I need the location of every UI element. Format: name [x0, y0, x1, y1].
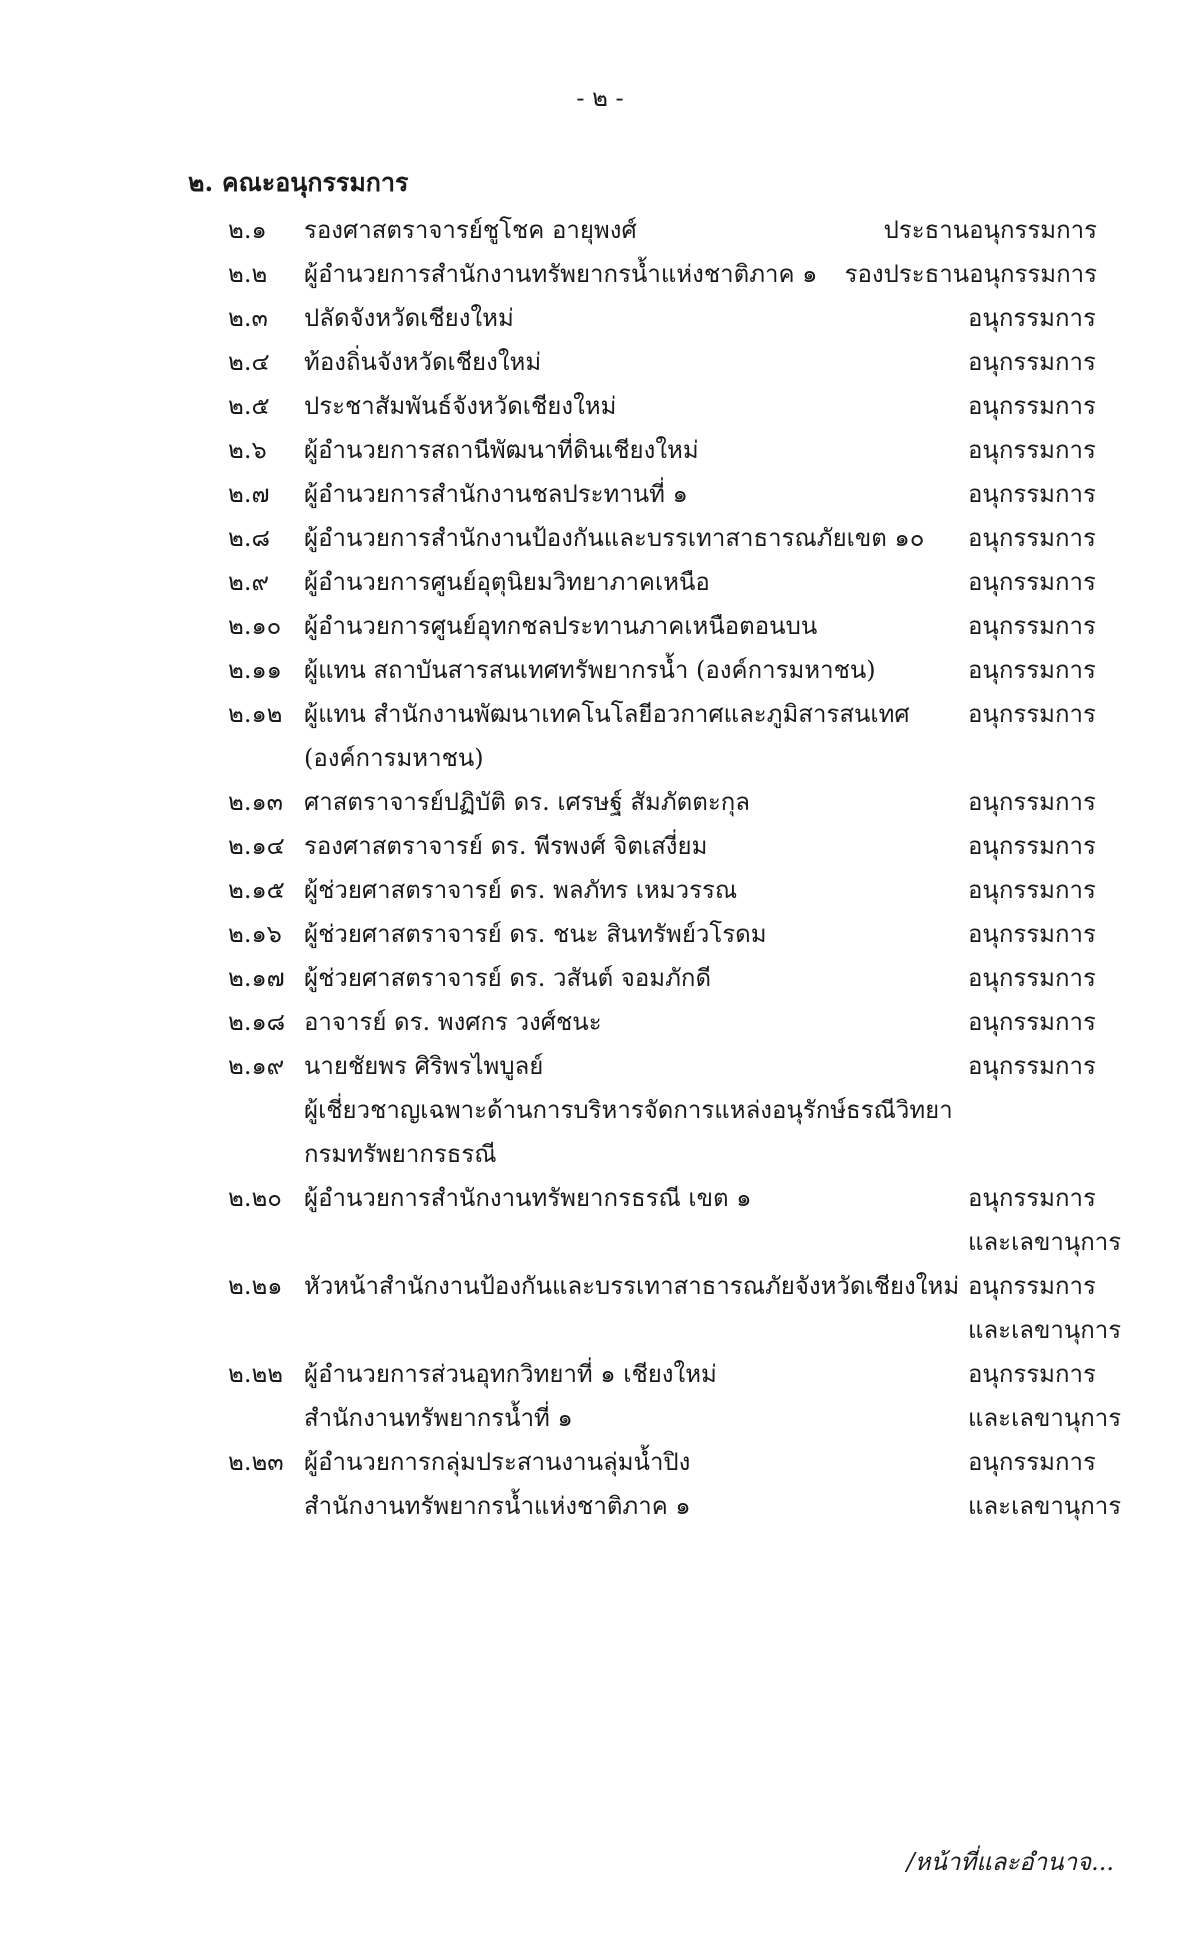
member-role: ประธานอนุกรรมการ [883, 216, 1097, 244]
member-role: อนุกรรมการ [968, 656, 1096, 684]
member-role: อนุกรรมการ [968, 788, 1096, 816]
member-row [0, 208, 1200, 252]
member-role: อนุกรรมการ [968, 524, 1096, 552]
member-name: ผู้แทน สถาบันสารสนเทศทรัพยากรน้ำ (องค์การมหาชน) [304, 656, 876, 684]
member-name: สำนักงานทรัพยากรน้ำแห่งชาติภาค ๑ [304, 1492, 691, 1520]
member-role-secondary: และเลขานุการ [968, 1492, 1122, 1520]
member-row [0, 1044, 1200, 1088]
member-row [0, 1000, 1200, 1044]
member-role: อนุกรรมการ [968, 1008, 1096, 1036]
member-number: ๒.๑๘ [228, 1008, 286, 1036]
member-name: ผู้อำนวยการส่วนอุทกวิทยาที่ ๑ เชียงใหม่ [304, 1360, 717, 1388]
member-role-secondary: และเลขานุการ [968, 1316, 1122, 1344]
member-name: รองศาสตราจารย์ ดร. พีรพงศ์ จิตเสงี่ยม [304, 832, 708, 860]
member-name: ผู้แทน สำนักงานพัฒนาเทคโนโลยีอวกาศและภูมิสารสนเทศ [304, 700, 910, 728]
member-role: อนุกรรมการ [968, 920, 1096, 948]
member-name: อาจารย์ ดร. พงศกร วงศ์ชนะ [304, 1008, 602, 1036]
member-number: ๒.๑๖ [228, 920, 282, 948]
member-name: (องค์การมหาชน) [304, 744, 484, 772]
member-role: รองประธานอนุกรรมการ [844, 260, 1097, 288]
member-role: อนุกรรมการ [968, 1052, 1096, 1080]
member-number: ๒.๓ [228, 304, 268, 332]
member-row-continuation [0, 1308, 1200, 1352]
member-role: อนุกรรมการ [968, 832, 1096, 860]
member-role: อนุกรรมการ [968, 304, 1096, 332]
member-role: อนุกรรมการ [968, 1272, 1096, 1300]
member-row [0, 472, 1200, 516]
member-number: ๒.๙ [228, 568, 270, 596]
member-number: ๒.๔ [228, 348, 270, 376]
member-role: อนุกรรมการ [968, 1448, 1096, 1476]
member-role: อนุกรรมการ [968, 436, 1096, 464]
member-row [0, 648, 1200, 692]
member-row [0, 384, 1200, 428]
member-number: ๒.๖ [228, 436, 267, 464]
page-number: - ๒ - [576, 84, 624, 112]
member-row-continuation [0, 1396, 1200, 1440]
member-name: ผู้อำนวยการสำนักงานทรัพยากรน้ำแห่งชาติภาค ๑ [304, 260, 818, 288]
member-role: อนุกรรมการ [968, 964, 1096, 992]
member-role: อนุกรรมการ [968, 700, 1096, 728]
member-number: ๒.๑๒ [228, 700, 283, 728]
member-number: ๒.๒๒ [228, 1360, 284, 1388]
member-row [0, 1176, 1200, 1220]
member-row-continuation [0, 736, 1200, 780]
member-name: ผู้อำนวยการสำนักงานทรัพยากรธรณี เขต ๑ [304, 1184, 752, 1212]
member-name: ผู้เชี่ยวชาญเฉพาะด้านการบริหารจัดการแหล่งอนุรักษ์ธรณีวิทยา [304, 1096, 953, 1124]
member-row [0, 692, 1200, 736]
member-row-continuation [0, 1132, 1200, 1176]
member-name: ผู้อำนวยการสำนักงานชลประทานที่ ๑ [304, 480, 688, 508]
member-number: ๒.๑๑ [228, 656, 282, 684]
member-row [0, 428, 1200, 472]
member-row [0, 296, 1200, 340]
member-name: ผู้อำนวยการศูนย์อุทกชลประทานภาคเหนือตอนบน [304, 612, 818, 640]
member-role: อนุกรรมการ [968, 392, 1096, 420]
member-row [0, 604, 1200, 648]
member-number: ๒.๑๐ [228, 612, 282, 640]
member-role-secondary: และเลขานุการ [968, 1228, 1122, 1256]
member-row [0, 516, 1200, 560]
member-name: สำนักงานทรัพยากรน้ำที่ ๑ [304, 1404, 573, 1432]
member-number: ๒.๒ [228, 260, 268, 288]
member-role: อนุกรรมการ [968, 480, 1096, 508]
member-role: อนุกรรมการ [968, 1360, 1096, 1388]
member-name: ผู้ช่วยศาสตราจารย์ ดร. พลภัทร เหมวรรณ [304, 876, 738, 904]
member-number: ๒.๑ [228, 216, 267, 244]
member-role: อนุกรรมการ [968, 876, 1096, 904]
member-row [0, 912, 1200, 956]
member-row [0, 1352, 1200, 1396]
member-number: ๒.๒๓ [228, 1448, 284, 1476]
member-row [0, 1440, 1200, 1484]
member-row [0, 780, 1200, 824]
member-name: รองศาสตราจารย์ชูโชค อายุพงศ์ [304, 216, 637, 244]
member-name: กรมทรัพยากรธรณี [304, 1140, 497, 1168]
section-heading: ๒. คณะอนุกรรมการ [188, 168, 409, 197]
member-name: ท้องถิ่นจังหวัดเชียงใหม่ [304, 348, 542, 376]
member-number: ๒.๒๐ [228, 1184, 282, 1212]
member-number: ๒.๑๔ [228, 832, 285, 860]
member-row-continuation [0, 1484, 1200, 1528]
member-number: ๒.๘ [228, 524, 270, 552]
member-number: ๒.๑๓ [228, 788, 284, 816]
member-role: อนุกรรมการ [968, 612, 1096, 640]
member-name: นายชัยพร ศิริพรไพบูลย์ [304, 1052, 544, 1080]
member-number: ๒.๑๕ [228, 876, 285, 904]
member-role: อนุกรรมการ [968, 1184, 1096, 1212]
member-number: ๒.๒๑ [228, 1272, 283, 1300]
member-name: ศาสตราจารย์ปฏิบัติ ดร. เศรษฐ์ สัมภัตตะกุล [304, 788, 750, 816]
member-row [0, 340, 1200, 384]
member-role-secondary: และเลขานุการ [968, 1404, 1122, 1432]
member-name: ผู้ช่วยศาสตราจารย์ ดร. วสันต์ จอมภักดี [304, 964, 712, 992]
member-row [0, 1264, 1200, 1308]
member-role: อนุกรรมการ [968, 568, 1096, 596]
continuation-note: /หน้าที่และอำนาจ... [906, 1848, 1114, 1876]
member-role: อนุกรรมการ [968, 348, 1096, 376]
member-number: ๒.๕ [228, 392, 270, 420]
member-number: ๒.๗ [228, 480, 270, 508]
member-name: หัวหน้าสำนักงานป้องกันและบรรเทาสาธารณภัยจังหวัดเชียงใหม่ [304, 1272, 960, 1300]
member-row [0, 956, 1200, 1000]
member-number: ๒.๑๙ [228, 1052, 285, 1080]
member-name: ปลัดจังหวัดเชียงใหม่ [304, 304, 514, 332]
member-row-continuation [0, 1220, 1200, 1264]
member-row [0, 868, 1200, 912]
member-row [0, 252, 1200, 296]
member-row [0, 824, 1200, 868]
member-name: ผู้อำนวยการสำนักงานป้องกันและบรรเทาสาธารณภัยเขต ๑๐ [304, 524, 925, 552]
member-name: ผู้อำนวยการศูนย์อุตุนิยมวิทยาภาคเหนือ [304, 568, 710, 596]
member-row-continuation [0, 1088, 1200, 1132]
member-number: ๒.๑๗ [228, 964, 285, 992]
member-name: ผู้อำนวยการกลุ่มประสานงานลุ่มน้ำปิง [304, 1448, 691, 1476]
member-name: ผู้อำนวยการสถานีพัฒนาที่ดินเชียงใหม่ [304, 436, 699, 464]
member-name: ผู้ช่วยศาสตราจารย์ ดร. ชนะ สินทรัพย์วโรดม [304, 920, 767, 948]
member-name: ประชาสัมพันธ์จังหวัดเชียงใหม่ [304, 392, 617, 420]
member-list [0, 208, 1200, 1528]
member-row [0, 560, 1200, 604]
